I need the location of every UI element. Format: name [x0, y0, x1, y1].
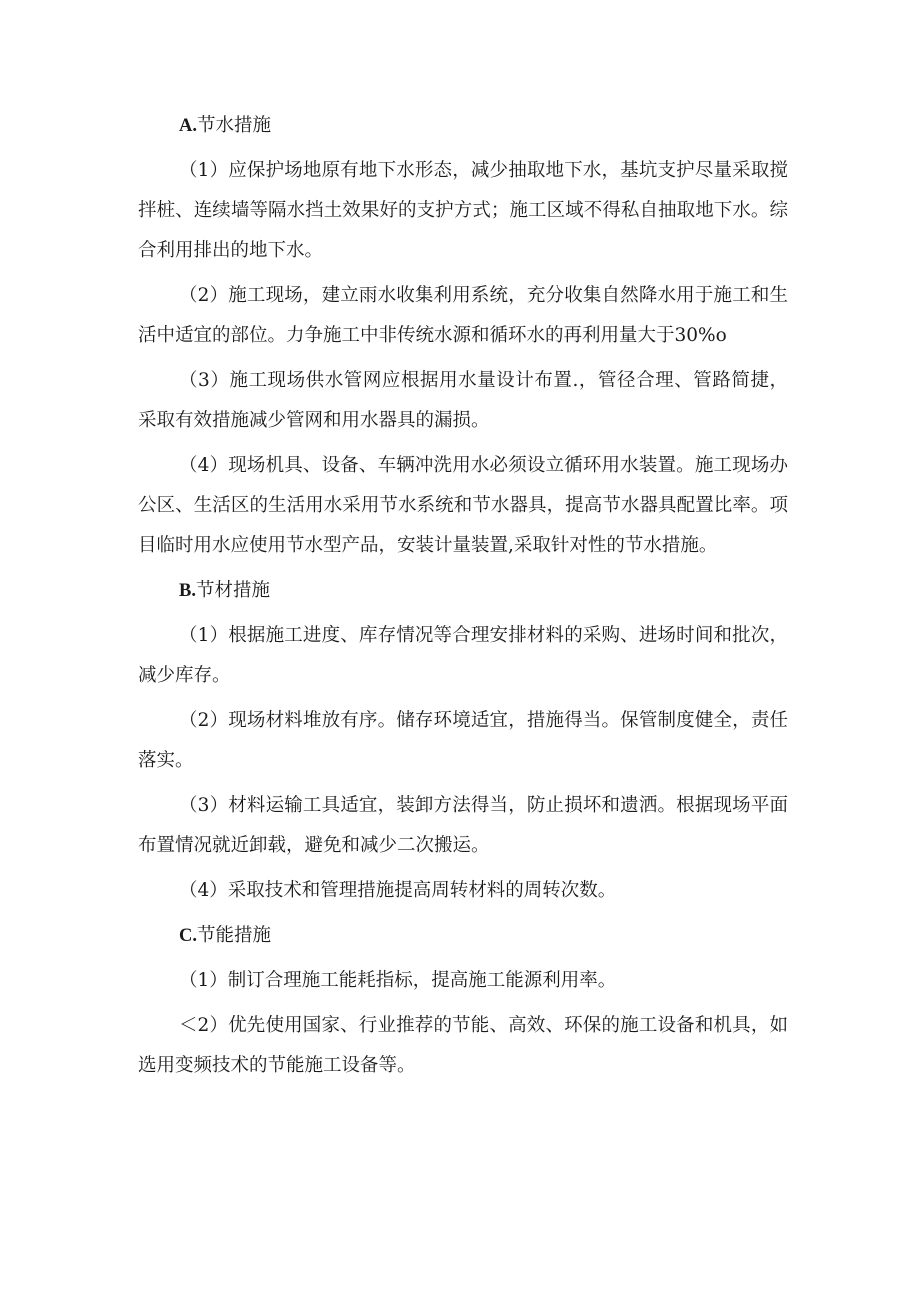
paragraph: （3）施工现场供水管网应根据用水量设计布置.，管径合理、管路简捷，采取有效措施减少管网和用水器具的漏损。	[138, 370, 788, 431]
paragraph: （2）现场材料堆放有序。储存环境适宜，措施得当。保管制度健全，责任落实。	[138, 710, 788, 771]
paragraph: （1）应保护场地原有地下水形态，减少抽取地下水，基坑支护尽量采取搅拌桩、连续墙等隔水挡土效果好的支护方式；施工区域不得私自抽取地下水。综合利用排出的地下水。	[138, 160, 788, 261]
paragraph: （4）采取技术和管理措施提高周转材料的周转次数。	[179, 880, 617, 901]
paragraph: （2）施工现场，建立雨水收集利用系统，充分收集自然降水用于施工和生活中适宜的部位。力争施工中非传统水源和循环水的再利用量大于30%o	[138, 285, 788, 346]
section-letter: B.	[179, 581, 196, 601]
paragraph: （1）根据施工进度、库存情况等合理安排材料的采购、进场时间和批次，减少库存。	[138, 625, 788, 686]
section-heading-a	[179, 106, 788, 146]
paragraph: （3）材料运输工具适宜，装卸方法得当，防止损坏和遗洒。根据现场平面布置情况就近卸载，避免和减少二次搬运。	[138, 795, 788, 856]
section-letter: A.	[179, 116, 197, 136]
document-page	[138, 106, 788, 1091]
section-heading-c	[179, 916, 788, 956]
section-title: 节材措施	[195, 580, 270, 601]
paragraph: ＜2）优先使用国家、行业推荐的节能、高效、环保的施工设备和机具，如选用变频技术的节能施工设备等。	[138, 1015, 788, 1076]
paragraph: （4）现场机具、设备、车辆冲洗用水必须设立循环用水装置。施工现场办公区、生活区的生活用水采用节水系统和节水器具，提高节水器具配置比率。项目临时用水应使用节水型产品，安装计量装置,采取针对性的节水措施。	[138, 455, 788, 556]
paragraph: （1）制订合理施工能耗指标，提高施工能源利用率。	[179, 970, 617, 991]
section-heading-b	[179, 571, 788, 611]
section-title: 节水措施	[197, 115, 272, 136]
section-letter: C.	[179, 926, 197, 946]
section-title: 节能措施	[197, 925, 272, 946]
